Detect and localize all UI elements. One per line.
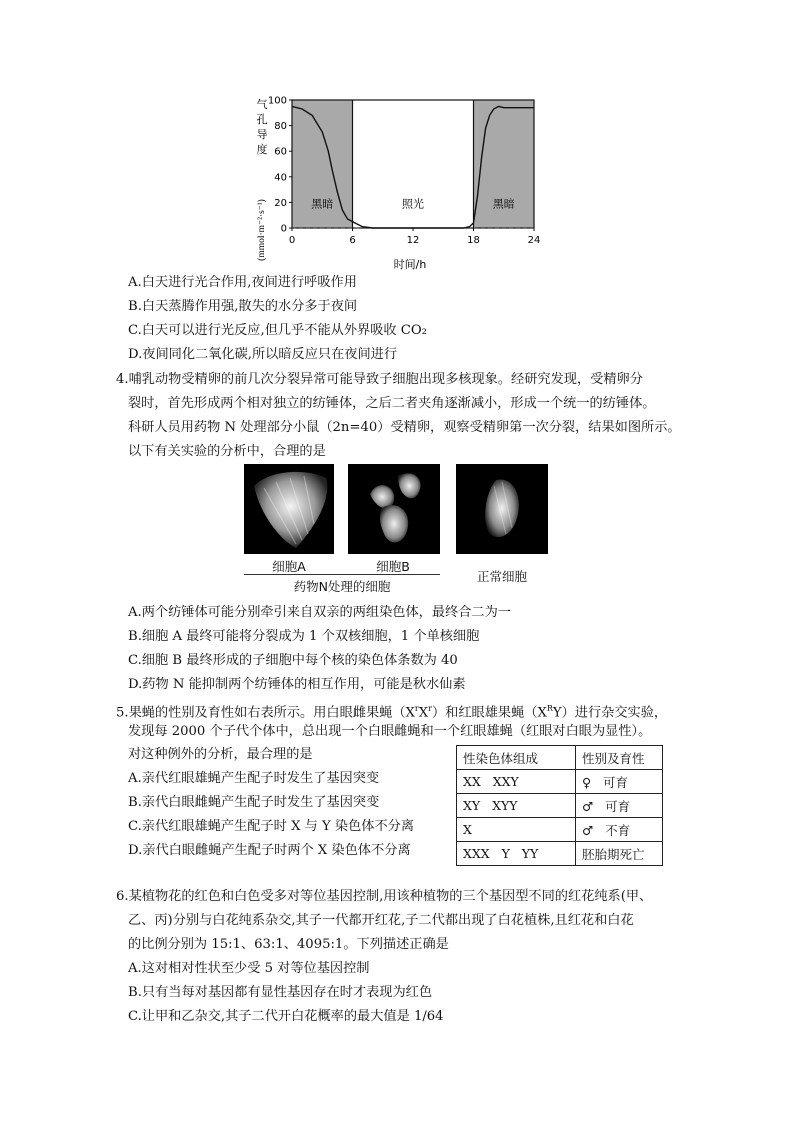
q6-stem-line3: 的比例分别为 15:1、63:1、4095:1。下列描述正确是 (128, 937, 449, 952)
region-label: 照光 (402, 197, 424, 211)
y-tick-label: 40 (274, 172, 287, 184)
q3-option-c: C.白天可以进行光反应,但几乎不能从外界吸收 CO₂ (128, 323, 427, 338)
region-label: 黑暗 (492, 197, 515, 211)
y-axis-label-char: 度 (256, 143, 268, 156)
q4-option-a: A.两个纺锤体可能分别牵引来自双亲的两组染色体，最终合二为一 (128, 605, 511, 620)
q5-stem-line2: 发现每 2000 个子代个体中，总出现一个白眼雌蝇和一个红眼雄蝇（红眼对白眼为显性）。 (128, 724, 652, 739)
x-ticks (289, 228, 541, 246)
q5-option-b: B.亲代白眼雌蝇产生配子时发生了基因突变 (128, 795, 380, 810)
q5-option-d: D.亲代白眼雌蝇产生配子时两个 X 染色体不分离 (128, 843, 411, 858)
q4-option-b: B.细胞 A 最终可能将分裂成为 1 个双核细胞，1 个单核细胞 (128, 629, 480, 644)
table-cell: XXX Y YY (457, 842, 576, 866)
q4-stem-line4: 以下有关实验的分析中，合理的是 (128, 444, 326, 459)
x-tick-label: 12 (406, 235, 420, 246)
table-cell: 胚胎期死亡 (576, 842, 663, 866)
normal-cell-micrograph (456, 464, 548, 554)
table-cell: XY XYY (457, 794, 576, 818)
table-cell: ♀ 可育 (576, 770, 663, 794)
sex-chromosome-table (456, 745, 663, 866)
y-axis-label-char: 导 (256, 128, 268, 141)
table-header-row (457, 746, 663, 770)
y-tick-label: 0 (280, 223, 287, 235)
q6-option-c: C.让甲和乙杂交,其子二代开白花概率的最大值是 1/64 (128, 1009, 444, 1024)
table-header-cell: 性别及育性 (576, 746, 663, 770)
q6-stem-line2: 乙、丙)分别与白花纯系杂交,其子一代都开红花,子二代都出现了白花植株,且红花和白花 (128, 913, 634, 928)
table-row (457, 818, 663, 842)
q5-option-c: C.亲代红眼雄蝇产生配子时 X 与 Y 染色体不分离 (128, 819, 415, 834)
cell-b-micrograph (348, 464, 440, 554)
x-axis-label: 时间/h (393, 258, 427, 270)
y-axis-label-char: 孔 (256, 113, 268, 126)
table-row (457, 842, 663, 866)
x-tick-label: 6 (349, 235, 356, 246)
chart-svg (252, 90, 552, 270)
table-cell: ♂ 不育 (576, 818, 663, 842)
y-ticks (268, 96, 292, 235)
q3-option-a: A.白天进行光合作用,夜间进行呼吸作用 (128, 275, 357, 290)
table-cell: X (457, 818, 576, 842)
y-tick-label: 20 (274, 197, 287, 209)
q4-stem-line3: 科研人员用药物 N 处理部分小鼠（2n=40）受精卵，观察受精卵第一次分裂，结果如图所示。 (128, 420, 681, 435)
group-divider (244, 574, 440, 575)
y-tick-label: 100 (267, 95, 287, 107)
y-tick-label: 80 (274, 121, 287, 133)
table-row (457, 770, 663, 794)
y-axis-unit: (mmol·m⁻²·s⁻¹) (257, 199, 267, 261)
q6-option-a: A.这对相对性状至少受 5 对等位基因控制 (128, 961, 370, 976)
x-tick-label: 0 (288, 235, 296, 246)
q5-stem-line3: 对这种例外的分析，最合理的是 (128, 747, 313, 762)
x-tick-label: 24 (527, 235, 541, 246)
q4-stem-line1: 4.哺乳动物受精卵的前几次分裂异常可能导致子细胞出现多核现象。经研究发现，受精卵分 (116, 372, 643, 387)
q3-option-d: D.夜间同化二氧化碳,所以暗反应只在夜间进行 (128, 347, 398, 362)
q5-option-a: A.亲代红眼雄蝇产生配子时发生了基因突变 (128, 771, 380, 786)
x-tick-label: 18 (467, 235, 480, 246)
table-cell: ♂ 可育 (576, 794, 663, 818)
table-row (457, 794, 663, 818)
y-tick-label: 60 (274, 146, 287, 158)
q6-stem-line1: 6.某植物花的红色和白色受多对等位基因控制,用该种植物的三个基因型不同的红花纯系(甲、 (116, 889, 653, 904)
cell-a-micrograph (244, 464, 334, 554)
drug-treated-group-label: 药物N处理的细胞 (293, 579, 391, 594)
q4-stem-line2: 裂时，首先形成两个相对独立的纺锤体，之后二者夹角逐渐减小，形成一个统一的纺锤体。 (128, 396, 656, 411)
table-header-cell: 性染色体组成 (457, 746, 576, 770)
normal-cell-label: 正常细胞 (476, 569, 527, 584)
region-label: 黑暗 (311, 197, 334, 211)
q5-stem-line1: 5.果蝇的性别及育性如右表所示。用白眼雌果蝇$(X^rX^r)$和红眼雄果蝇$(X^RY)$进行杂交实验， (116, 704, 668, 721)
y-axis-label (257, 97, 268, 156)
q4-option-c: C.细胞 B 最终形成的子细胞中每个核的染色体条数为 40 (128, 653, 458, 668)
cell-a-label: 细胞A (272, 559, 306, 574)
q6-option-b: B.只有当每对基因都有显性基因存在时才表现为红色 (128, 985, 433, 1000)
q3-option-b: B.白天蒸腾作用强,散失的水分多于夜间 (128, 299, 358, 314)
q4-option-d: D.药物 N 能抑制两个纺锤体的相互作用，可能是秋水仙素 (128, 677, 466, 692)
table-cell: XX XXY (457, 770, 576, 794)
y-axis-label-char: 气 (256, 98, 268, 111)
cell-b-label: 细胞B (376, 559, 410, 574)
stomatal-conductance-chart (252, 90, 552, 274)
